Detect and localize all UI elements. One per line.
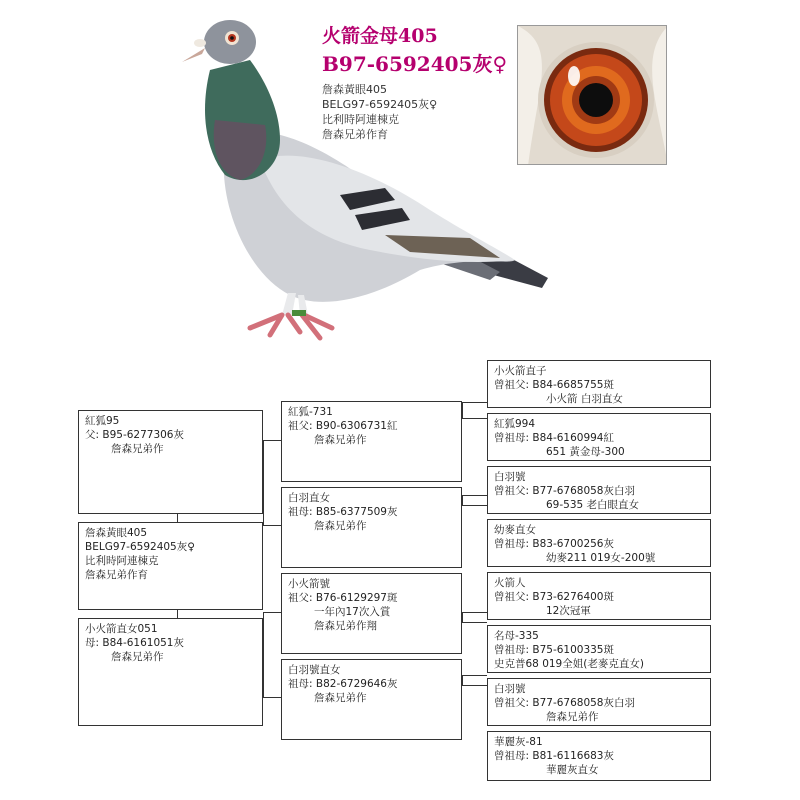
great-grandparent-name: 白羽號	[494, 683, 526, 695]
sire-name: 紅狐95	[85, 415, 120, 427]
great-grandparent-ring: 曾祖父: B77-6768058灰白羽	[494, 697, 635, 709]
sire-ring: 父: B95-6277306灰	[85, 429, 184, 441]
grandparent-name: 小火箭號	[288, 578, 330, 590]
grandparent-box	[281, 401, 462, 482]
dam-name: 小火箭直女051	[85, 623, 158, 635]
connector-line	[462, 402, 487, 403]
great-grandparent-ring: 曾祖母: B84-6160994紅	[494, 432, 614, 444]
page-subtitle: B97-6592405灰♀	[322, 52, 508, 76]
connector-line	[462, 505, 487, 506]
grandparent-note: 詹森兄弟作	[314, 692, 367, 704]
great-grandparent-note: 69-535 老白眼直女	[546, 499, 640, 511]
great-grandparent-ring: 曾祖母: B75-6100335斑	[494, 644, 614, 656]
subject-line: 比利時阿連棟克	[85, 555, 159, 567]
connector-line	[263, 440, 281, 441]
great-grandparent-note: 幼麥211 019女-200號	[546, 552, 656, 564]
info-line: 詹森黃眼405	[322, 83, 387, 96]
great-grandparent-name: 小火箭直子	[494, 365, 547, 377]
grandparent-note: 一年內17次入賞	[314, 606, 391, 618]
title-block	[322, 22, 507, 142]
subject-line: 詹森兄弟作育	[85, 569, 148, 581]
great-grandparent-name: 紅狐994	[494, 418, 536, 430]
great-grandparent-note: 華麗灰直女	[546, 764, 599, 776]
connector-line	[462, 612, 487, 613]
connector-line	[177, 514, 178, 522]
sire-box	[78, 410, 263, 514]
great-grandparent-note: 史克普68 019全姐(老麥克直女)	[494, 658, 644, 670]
great-grandparent-name: 幼麥直女	[494, 524, 536, 536]
great-grandparent-note: 詹森兄弟作	[546, 711, 599, 723]
subject-box	[78, 522, 263, 610]
connector-line	[263, 697, 281, 698]
great-grandparent-name: 白羽號	[494, 471, 526, 483]
great-grandparent-ring: 曾祖母: B81-6116683灰	[494, 750, 614, 762]
great-grandparent-name: 火箭人	[494, 577, 526, 589]
great-grandparent-box	[487, 731, 711, 781]
sire-breeder: 詹森兄弟作	[111, 443, 164, 455]
great-grandparent-box	[487, 413, 711, 461]
connector-line	[263, 612, 281, 613]
great-grandparent-name: 名母-335	[494, 630, 539, 642]
grandparent-ring: 祖父: B76-6129297斑	[288, 592, 398, 604]
great-grandparent-box	[487, 572, 711, 620]
info-lines	[322, 82, 507, 142]
great-grandparent-ring: 曾祖父: B73-6276400斑	[494, 591, 614, 603]
grandparent-name: 白羽號直女	[288, 664, 341, 676]
great-grandparent-box	[487, 466, 711, 514]
great-grandparent-box	[487, 360, 711, 408]
info-line: BELG97-6592405灰♀	[322, 98, 438, 111]
dam-breeder: 詹森兄弟作	[111, 651, 164, 663]
great-grandparent-name: 華麗灰-81	[494, 736, 543, 748]
info-line: 詹森兄弟作育	[322, 128, 388, 141]
grandparent-box	[281, 659, 462, 740]
connector-line	[177, 610, 178, 618]
connector-line	[462, 495, 487, 496]
dam-ring: 母: B84-6161051灰	[85, 637, 184, 649]
subject-ring: BELG97-6592405灰♀	[85, 541, 195, 553]
connector-line	[462, 685, 487, 686]
connector-line	[263, 612, 264, 697]
connector-line	[462, 418, 487, 419]
subject-name: 詹森黃眼405	[85, 527, 148, 539]
grandparent-ring: 祖母: B82-6729646灰	[288, 678, 398, 690]
grandparent-name: 紅狐-731	[288, 406, 333, 418]
connector-line	[462, 675, 487, 676]
great-grandparent-note: 651 黃金母-300	[546, 446, 625, 458]
great-grandparent-box	[487, 625, 711, 673]
great-grandparent-note: 12次冠軍	[546, 605, 591, 617]
great-grandparent-box	[487, 519, 711, 567]
grandparent-name: 白羽直女	[288, 492, 330, 504]
connector-line	[462, 495, 463, 505]
grandparent-ring: 祖父: B90-6306731紅	[288, 420, 398, 432]
connector-line	[263, 440, 264, 525]
grandparent-box	[281, 487, 462, 568]
grandparent-box	[281, 573, 462, 654]
eye-photo	[517, 25, 667, 165]
dam-box	[78, 618, 263, 726]
connector-line	[462, 675, 463, 685]
info-line: 比利時阿連棟克	[322, 113, 399, 126]
grandparent-note: 詹森兄弟作翔	[314, 620, 377, 632]
grandparent-note: 詹森兄弟作	[314, 434, 367, 446]
grandparent-note: 詹森兄弟作	[314, 520, 367, 532]
grandparent-ring: 祖母: B85-6377509灰	[288, 506, 398, 518]
great-grandparent-ring: 曾祖父: B84-6685755斑	[494, 379, 614, 391]
connector-line	[263, 525, 281, 526]
great-grandparent-note: 小火箭 白羽直女	[546, 393, 623, 405]
great-grandparent-ring: 曾祖母: B83-6700256灰	[494, 538, 614, 550]
connector-line	[462, 622, 487, 623]
page-title: 火箭金母405	[322, 25, 438, 47]
great-grandparent-ring: 曾祖父: B77-6768058灰白羽	[494, 485, 635, 497]
connector-line	[462, 402, 463, 418]
great-grandparent-box	[487, 678, 711, 726]
eye-icon	[518, 26, 667, 165]
connector-line	[462, 612, 463, 622]
